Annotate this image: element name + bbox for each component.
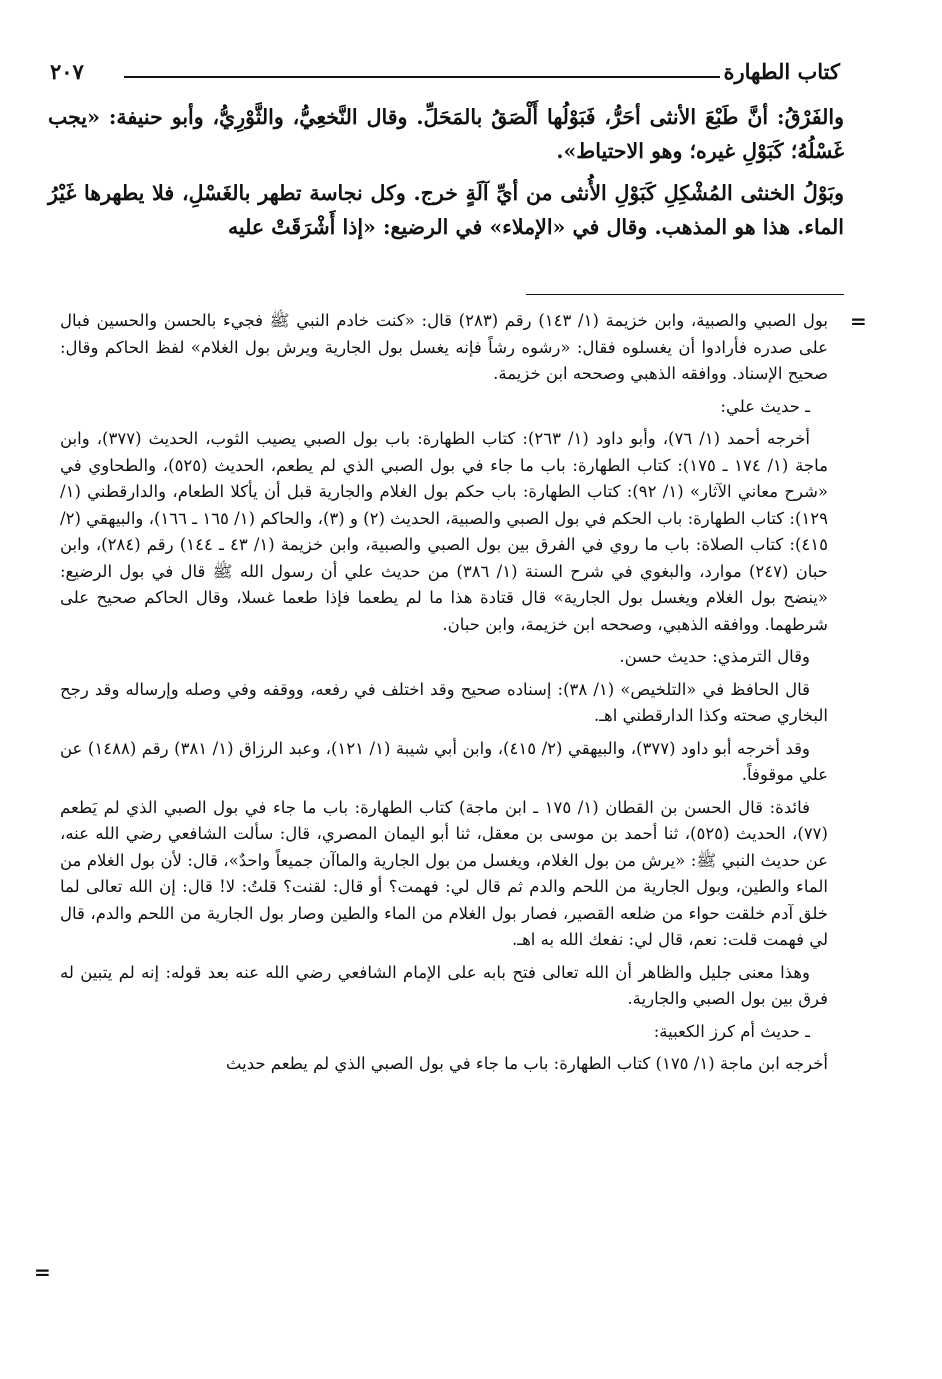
footnotes	[60, 308, 828, 1084]
footnote-paragraph: أخرجه ابن ماجة (١/ ١٧٥) كتاب الطهارة: باب ما جاء في بول الصبي الذي لم يطعم حديث	[225, 1054, 828, 1073]
main-paragraph: وبَوْلُ الخنثى المُشْكِلِ كَبَوْلِ الأُنثى من أيِّ آلَةٍ خرج. وكل نجاسة تطهر بالغَسْلِ، فلا يطهرها غَيْرُ الماء. هذا هو المذهب. وقال في «الإملاء» في الرضيع: «إذا أَشْرَقَتْ عليه	[48, 181, 844, 239]
footnote-paragraph: بول الصبي والصبية، وابن خزيمة (١/ ١٤٣) رقم (٢٨٣) قال: «كنت خادم النبي ﷺ فجيء بالحسن والحسين فبال على صدره فأرادوا أن يغسلوه فقال: «رشوه رشاً فإنه يغسل بول الجارية ويرش بول الغلام» لفظ الحاكم وقال: صحيح الإسناد. ووافقه الذهبي وصححه ابن خزيمة.	[60, 311, 829, 383]
footnote-paragraph: وقد أخرجه أبو داود (٣٧٧)، والبيهقي (٢/ ٤١٥)، وابن أبي شيبة (١/ ١٢١)، وعبد الرزاق (١/ ٣٨١) رقم (١٤٨٨) عن علي موقوفاً.	[60, 738, 828, 784]
footnote-separator	[526, 294, 844, 295]
footnote-paragraph: وهذا معنى جليل والظاهر أن الله تعالى فتح بابه على الإمام الشافعي رضي الله عنه بعد قوله: إنه لم يتبين له فرق بين بول الصبي والجارية.	[60, 962, 828, 1008]
footnote-subheading: ـ حديث علي:	[720, 396, 810, 416]
footnote-paragraph: أخرجه أحمد (١/ ٧٦)، وأبو داود (١/ ٢٦٣): كتاب الطهارة: باب بول الصبي يصيب الثوب، الحديث (٣٧٧)، وابن ماجة (١/ ١٧٤ ـ ١٧٥): كتاب الطهارة: باب ما جاء في بول الصبي الذي لم يطعم، الحديث (٥٢٥)، والطحاوي في «شرح معاني الآثار» (١/ ٩٢): كتاب الطهارة: باب حكم بول الغلام والجارية قبل أن يأكلا الطعام، والدارقطني (١/ ١٢٩): كتاب الطهارة: باب الحكم في بول الصبي والصبية، الحديث (٢) و (٣)، والحاكم (١/ ١٦٥ ـ ١٦٦)، والبيهقي (٢/ ٤١٥): كتاب الصلاة: باب ما روي في الفرق بين بول الصبي والصبية، وابن خزيمة (١/ ٤٣ ـ ١٤٤) رقم (٢٨٤)، وابن حبان (٢٤٧) موارد، والبغوي في شرح السنة (١/ ٣٨٦) من حديث علي أن رسول الله ﷺ قال في بول الرضيع: «ينضح بول الغلام ويغسل بول الجارية» قال قتادة هذا ما لم يطعما فإذا طعما غسلا، وقال الحاكم صحيح على شرطهما. ووافقه الذهبي، وصححه ابن خزيمة، وابن حبان.	[60, 429, 829, 634]
page-number: ٢٠٧	[50, 59, 84, 84]
footnote-subheading: ـ حديث أم كرز الكعبية:	[653, 1021, 810, 1041]
main-text	[48, 100, 844, 252]
page-header	[50, 58, 840, 88]
footnote-paragraph: قال الحافظ في «التلخيص» (١/ ٣٨): إسناده صحيح وقد اختلف في رفعه، ووقفه وفي وصله وإرساله وقد رجح البخاري صحته وكذا الدارقطني اهـ.	[60, 679, 828, 725]
footnote-paragraph: وقال الترمذي: حديث حسن.	[619, 647, 810, 666]
footnote-paragraph: فائدة: قال الحسن بن القطان (١/ ١٧٥ ـ ابن ماجة) كتاب الطهارة: باب ما جاء في بول الصبي الذي لم يَطعم (٧٧)، الحديث (٥٢٥)، ثنا أحمد بن موسى بن معقل، ثنا أبو اليمان المصري، قال: سألت الشافعي رضي الله عنه، عن حديث النبي ﷺ: «يرش من بول الغلام، ويغسل من بول الجارية والماآن جميعاً واحدٌ»، قال: لأن بول الغلام من الماء والطين، وبول الجارية من اللحم والدم ثم قال لي: فهمت؟ أو قال: لقنت؟ قلتُ: لا! قال: إن الله تعالى لما خلق آدم خلقت حواء من ضلعه القصير، فصار بول الغلام من الماء والطين وصار بول الجارية من اللحم والدم، قال لي فهمت قلت: نعم، قال لي: نفعك الله به اهـ.	[60, 797, 828, 949]
continuation-mark-bottom: =	[34, 1260, 51, 1284]
header-rule	[124, 76, 720, 78]
main-paragraph: والفَرْقُ: أنَّ طَبْعَ الأنثى أحَرُّ، فَبَوْلُها أَلْصَقُ بالمَحَلِّ. وقال النَّخعِيُّ، والثَّوْرِيُّ، وأبو حنيفة: «يجب غَسْلُهُ؛ كَبَوْلِ غيره؛ وهو الاحتياط».	[48, 105, 844, 163]
running-title: كتاب الطهارة	[723, 59, 840, 84]
continuation-mark-top: =	[850, 309, 867, 333]
